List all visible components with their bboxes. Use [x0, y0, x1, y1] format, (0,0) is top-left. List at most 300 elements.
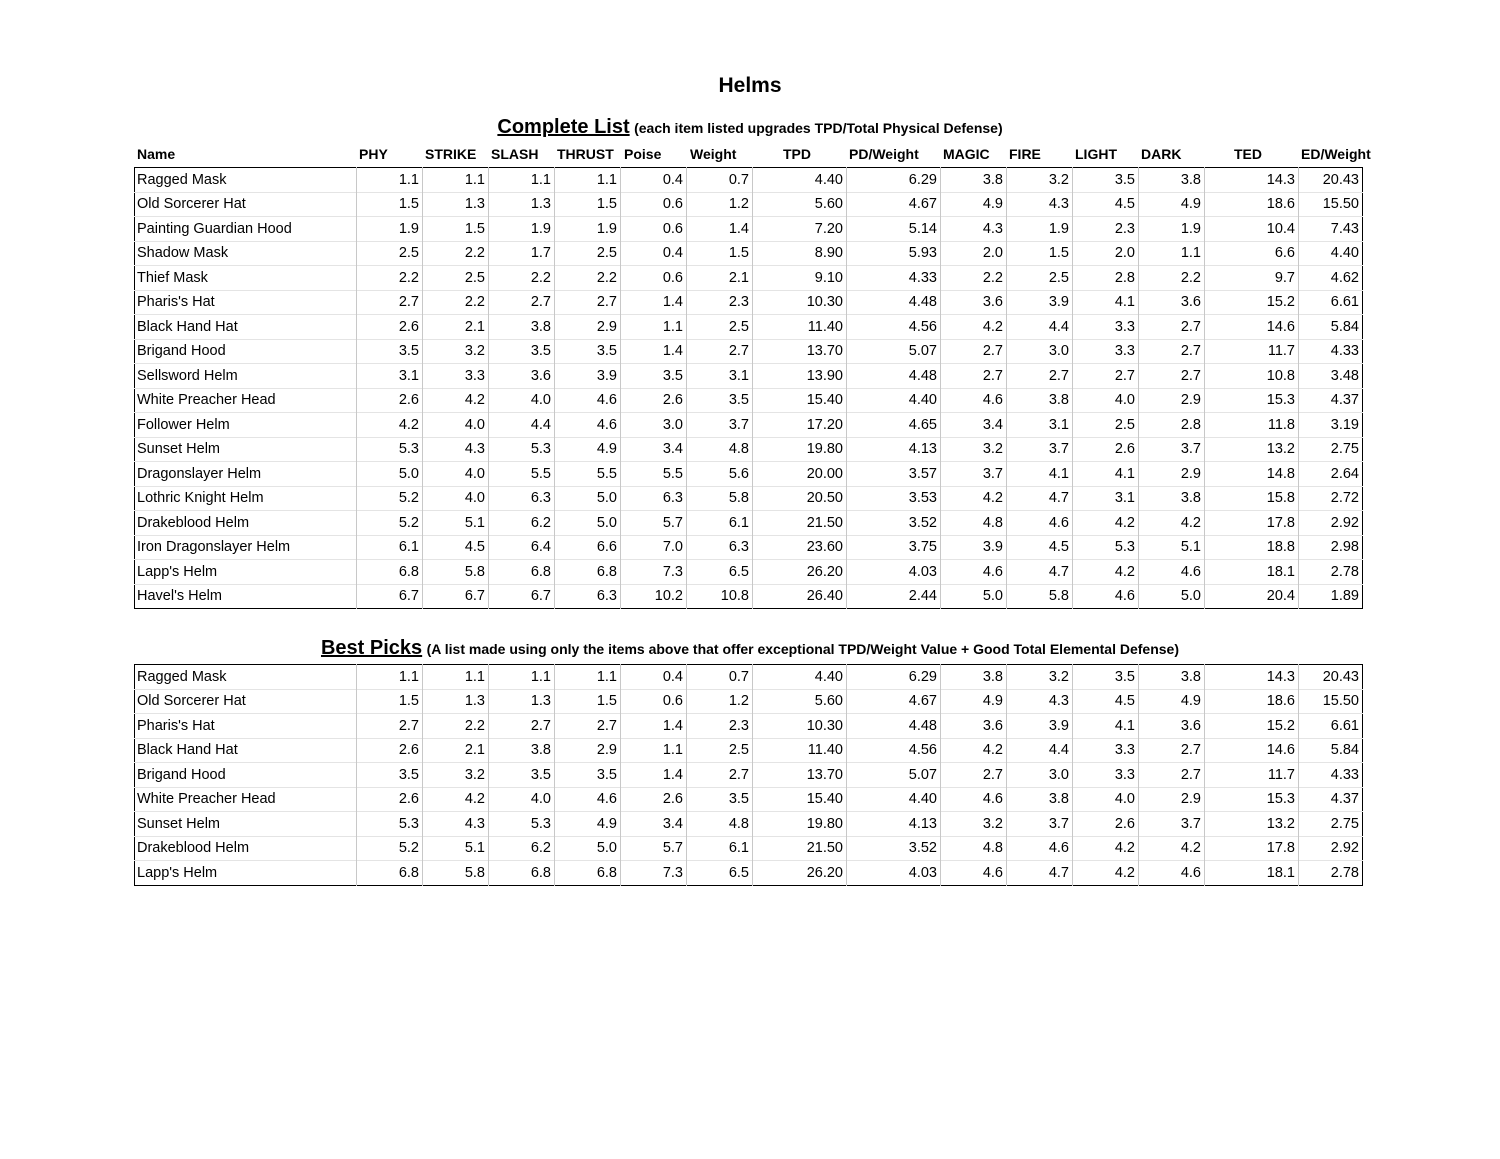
cell-thrust: 6.6	[555, 535, 621, 560]
item-name-cell: Pharis's Hat	[135, 714, 357, 739]
cell-thrust: 4.9	[555, 812, 621, 837]
cell-poise: 0.4	[621, 168, 687, 193]
cell-light: 4.5	[1073, 192, 1139, 217]
cell-poise: 1.1	[621, 315, 687, 340]
cell-pd-weight: 4.65	[847, 413, 941, 438]
cell-ted: 6.6	[1205, 241, 1299, 266]
cell-magic: 4.2	[941, 486, 1007, 511]
cell-tpd: 26.20	[753, 560, 847, 585]
cell-slash: 6.4	[489, 535, 555, 560]
cell-pd-weight: 3.52	[847, 836, 941, 861]
cell-tpd: 5.60	[753, 689, 847, 714]
item-name-cell: Ragged Mask	[137, 171, 227, 188]
cell-phy: 1.5	[357, 689, 423, 714]
cell-light: 4.2	[1073, 560, 1139, 585]
column-header-poise: Poise	[624, 146, 662, 162]
cell-fire: 4.6	[1007, 511, 1073, 536]
cell-tpd: 4.40	[753, 665, 847, 690]
cell-poise: 6.3	[621, 486, 687, 511]
cell-weight: 6.5	[687, 560, 753, 585]
cell-weight: 3.1	[687, 364, 753, 389]
cell-slash: 1.3	[489, 192, 555, 217]
cell-light: 2.6	[1073, 437, 1139, 462]
cell-strike: 1.3	[423, 192, 489, 217]
cell-magic: 4.9	[941, 192, 1007, 217]
cell-phy: 5.3	[357, 812, 423, 837]
cell-tpd: 11.40	[753, 738, 847, 763]
cell-magic: 3.8	[941, 168, 1007, 193]
cell-phy: 4.2	[357, 413, 423, 438]
cell-slash: 3.6	[489, 364, 555, 389]
cell-fire: 4.4	[1007, 315, 1073, 340]
cell-dark: 2.9	[1139, 787, 1205, 812]
cell-tpd: 10.30	[753, 290, 847, 315]
cell-pd-weight: 2.44	[847, 584, 941, 609]
cell-pd-weight: 5.14	[847, 217, 941, 242]
cell-thrust: 2.9	[555, 315, 621, 340]
table-row	[135, 413, 1363, 438]
cell-ed-weight: 4.33	[1299, 763, 1363, 788]
table-row	[135, 388, 1363, 413]
cell-ed-weight: 4.40	[1299, 241, 1363, 266]
table-row	[135, 836, 1363, 861]
cell-strike: 4.0	[423, 486, 489, 511]
cell-ed-weight: 3.48	[1299, 364, 1363, 389]
cell-strike: 2.5	[423, 266, 489, 291]
cell-weight: 0.7	[687, 168, 753, 193]
cell-dark: 2.2	[1139, 266, 1205, 291]
cell-magic: 4.6	[941, 560, 1007, 585]
cell-light: 4.0	[1073, 787, 1139, 812]
cell-phy: 6.7	[357, 584, 423, 609]
cell-tpd: 13.70	[753, 339, 847, 364]
cell-strike: 1.1	[423, 168, 489, 193]
cell-tpd: 21.50	[753, 511, 847, 536]
cell-pd-weight: 4.33	[847, 266, 941, 291]
column-header-light: LIGHT	[1075, 146, 1117, 162]
cell-dark: 2.7	[1139, 339, 1205, 364]
cell-pd-weight: 3.57	[847, 462, 941, 487]
cell-pd-weight: 4.40	[847, 388, 941, 413]
cell-light: 4.1	[1073, 290, 1139, 315]
column-header-name: Name	[137, 146, 176, 162]
item-name-cell: Havel's Helm	[135, 584, 357, 609]
cell-magic: 3.4	[941, 413, 1007, 438]
cell-poise: 1.4	[621, 714, 687, 739]
cell-thrust: 1.9	[555, 217, 621, 242]
cell-magic: 5.0	[941, 584, 1007, 609]
cell-magic: 4.8	[941, 836, 1007, 861]
cell-dark: 3.6	[1139, 714, 1205, 739]
cell-dark: 4.6	[1139, 861, 1205, 886]
cell-strike: 4.0	[423, 413, 489, 438]
cell-thrust: 1.5	[555, 192, 621, 217]
item-name-cell: Brigand Hood	[135, 763, 357, 788]
column-header-weight: Weight	[690, 146, 737, 162]
cell-ted: 14.8	[1205, 462, 1299, 487]
cell-light: 4.6	[1073, 584, 1139, 609]
item-name-cell: Thief Mask	[135, 266, 357, 291]
cell-pd-weight: 4.13	[847, 812, 941, 837]
item-name-cell: White Preacher Head	[135, 388, 357, 413]
cell-tpd: 17.20	[753, 413, 847, 438]
cell-strike: 4.0	[423, 462, 489, 487]
cell-ed-weight: 2.75	[1299, 812, 1363, 837]
cell-fire: 2.7	[1007, 364, 1073, 389]
cell-strike: 4.3	[423, 812, 489, 837]
cell-light: 3.3	[1073, 339, 1139, 364]
cell-poise: 5.7	[621, 836, 687, 861]
column-header-pd-weight: PD/Weight	[849, 146, 919, 162]
cell-ted: 18.1	[1205, 560, 1299, 585]
cell-magic: 4.6	[941, 388, 1007, 413]
best-picks-subtitle: (A list made using only the items above that offer exceptional TPD/Weight Value + Good Total Elemental Defense)	[426, 641, 1179, 657]
cell-light: 4.5	[1073, 689, 1139, 714]
cell-fire: 4.1	[1007, 462, 1073, 487]
cell-light: 4.1	[1073, 462, 1139, 487]
cell-slash: 6.3	[489, 486, 555, 511]
cell-strike: 5.1	[423, 511, 489, 536]
cell-magic: 3.2	[941, 812, 1007, 837]
cell-ted: 15.3	[1205, 787, 1299, 812]
cell-phy: 6.8	[357, 560, 423, 585]
table-row	[135, 339, 1363, 364]
cell-dark: 4.9	[1139, 689, 1205, 714]
table-row	[135, 665, 1363, 690]
cell-ed-weight: 6.61	[1299, 714, 1363, 739]
cell-dark: 3.6	[1139, 290, 1205, 315]
cell-phy: 2.6	[357, 738, 423, 763]
cell-magic: 3.6	[941, 714, 1007, 739]
cell-thrust: 2.2	[555, 266, 621, 291]
cell-weight: 5.8	[687, 486, 753, 511]
cell-ted: 15.2	[1205, 714, 1299, 739]
cell-dark: 5.0	[1139, 584, 1205, 609]
cell-thrust: 6.8	[555, 560, 621, 585]
cell-ted: 10.8	[1205, 364, 1299, 389]
complete-list-heading	[0, 116, 1500, 139]
cell-phy: 1.5	[357, 192, 423, 217]
cell-strike: 4.5	[423, 535, 489, 560]
cell-thrust: 3.5	[555, 339, 621, 364]
cell-fire: 4.3	[1007, 192, 1073, 217]
column-header-slash: SLASH	[491, 146, 539, 162]
cell-phy: 5.2	[357, 486, 423, 511]
table-row	[135, 787, 1363, 812]
cell-phy: 1.9	[357, 217, 423, 242]
complete-list-table	[134, 167, 1363, 609]
cell-fire: 4.7	[1007, 486, 1073, 511]
cell-ted: 20.4	[1205, 584, 1299, 609]
item-name-cell: White Preacher Head	[135, 787, 357, 812]
cell-slash: 3.8	[489, 738, 555, 763]
cell-strike: 1.1	[423, 665, 489, 690]
cell-poise: 5.5	[621, 462, 687, 487]
cell-slash: 1.3	[489, 689, 555, 714]
cell-poise: 0.6	[621, 217, 687, 242]
cell-slash: 4.4	[489, 413, 555, 438]
cell-thrust: 6.8	[555, 861, 621, 886]
cell-thrust: 2.7	[555, 290, 621, 315]
cell-magic: 4.8	[941, 511, 1007, 536]
table-row	[135, 486, 1363, 511]
table-row	[135, 241, 1363, 266]
cell-ted: 11.8	[1205, 413, 1299, 438]
column-header-thrust: THRUST	[557, 146, 614, 162]
cell-fire: 3.1	[1007, 413, 1073, 438]
cell-poise: 2.6	[621, 787, 687, 812]
cell-light: 2.0	[1073, 241, 1139, 266]
cell-weight: 3.5	[687, 388, 753, 413]
cell-weight: 1.5	[687, 241, 753, 266]
cell-phy: 5.0	[357, 462, 423, 487]
cell-thrust: 2.7	[555, 714, 621, 739]
cell-slash: 1.9	[489, 217, 555, 242]
cell-dark: 1.1	[1139, 241, 1205, 266]
cell-strike: 3.2	[423, 339, 489, 364]
cell-ed-weight: 4.62	[1299, 266, 1363, 291]
cell-ed-weight: 1.89	[1299, 584, 1363, 609]
cell-phy: 6.1	[357, 535, 423, 560]
column-header-row	[135, 146, 1385, 166]
cell-ted: 17.8	[1205, 836, 1299, 861]
cell-dark: 3.7	[1139, 437, 1205, 462]
cell-light: 4.2	[1073, 511, 1139, 536]
item-name-cell: Old Sorcerer Hat	[135, 192, 357, 217]
cell-tpd: 15.40	[753, 787, 847, 812]
table-row	[135, 290, 1363, 315]
item-name-cell: Painting Guardian Hood	[135, 217, 357, 242]
cell-poise: 0.4	[621, 241, 687, 266]
cell-magic: 4.3	[941, 217, 1007, 242]
cell-light: 4.1	[1073, 714, 1139, 739]
cell-ted: 9.7	[1205, 266, 1299, 291]
cell-strike: 2.1	[423, 315, 489, 340]
cell-dark: 2.9	[1139, 388, 1205, 413]
cell-ted: 11.7	[1205, 763, 1299, 788]
cell-ted: 15.8	[1205, 486, 1299, 511]
best-picks-heading	[0, 637, 1500, 660]
cell-weight: 10.8	[687, 584, 753, 609]
item-name-cell: Shadow Mask	[135, 241, 357, 266]
cell-dark: 2.7	[1139, 738, 1205, 763]
cell-fire: 3.9	[1007, 290, 1073, 315]
cell-pd-weight: 4.03	[847, 861, 941, 886]
cell-weight: 6.1	[687, 511, 753, 536]
cell-fire: 3.2	[1007, 168, 1073, 193]
cell-phy: 1.1	[357, 665, 423, 690]
cell-ed-weight: 7.43	[1299, 217, 1363, 242]
cell-magic: 3.2	[941, 437, 1007, 462]
complete-list-subtitle: (each item listed upgrades TPD/Total Physical Defense)	[634, 120, 1003, 136]
cell-slash: 1.1	[489, 168, 555, 193]
cell-poise: 1.1	[621, 738, 687, 763]
cell-dark: 2.9	[1139, 462, 1205, 487]
cell-fire: 3.8	[1007, 787, 1073, 812]
cell-poise: 5.7	[621, 511, 687, 536]
cell-ed-weight: 2.92	[1299, 511, 1363, 536]
cell-pd-weight: 3.53	[847, 486, 941, 511]
cell-strike: 4.3	[423, 437, 489, 462]
cell-slash: 3.5	[489, 339, 555, 364]
cell-strike: 2.2	[423, 290, 489, 315]
cell-dark: 3.8	[1139, 665, 1205, 690]
cell-magic: 4.6	[941, 861, 1007, 886]
cell-magic: 4.9	[941, 689, 1007, 714]
cell-tpd: 23.60	[753, 535, 847, 560]
cell-phy: 2.6	[357, 315, 423, 340]
cell-slash: 3.5	[489, 763, 555, 788]
cell-pd-weight: 6.29	[847, 665, 941, 690]
cell-weight: 4.8	[687, 812, 753, 837]
cell-ted: 18.6	[1205, 192, 1299, 217]
cell-thrust: 6.3	[555, 584, 621, 609]
cell-poise: 7.3	[621, 861, 687, 886]
cell-dark: 3.8	[1139, 168, 1205, 193]
cell-dark: 2.7	[1139, 763, 1205, 788]
cell-magic: 4.2	[941, 738, 1007, 763]
cell-strike: 1.3	[423, 689, 489, 714]
cell-pd-weight: 5.93	[847, 241, 941, 266]
cell-weight: 0.7	[687, 665, 753, 690]
item-name-cell: Pharis's Hat	[135, 290, 357, 315]
cell-tpd: 21.50	[753, 836, 847, 861]
cell-pd-weight: 4.48	[847, 290, 941, 315]
cell-strike: 2.2	[423, 714, 489, 739]
cell-ed-weight: 2.64	[1299, 462, 1363, 487]
cell-tpd: 20.50	[753, 486, 847, 511]
cell-slash: 6.8	[489, 861, 555, 886]
cell-phy: 2.5	[357, 241, 423, 266]
cell-pd-weight: 4.03	[847, 560, 941, 585]
cell-slash: 3.8	[489, 315, 555, 340]
cell-tpd: 7.20	[753, 217, 847, 242]
cell-light: 3.5	[1073, 168, 1139, 193]
cell-fire: 3.7	[1007, 437, 1073, 462]
cell-weight: 2.5	[687, 315, 753, 340]
cell-ed-weight: 6.61	[1299, 290, 1363, 315]
item-name-cell: Lothric Knight Helm	[135, 486, 357, 511]
cell-ted: 11.7	[1205, 339, 1299, 364]
cell-pd-weight: 5.07	[847, 339, 941, 364]
cell-phy: 2.7	[357, 714, 423, 739]
cell-magic: 3.6	[941, 290, 1007, 315]
cell-ed-weight: 15.50	[1299, 689, 1363, 714]
cell-weight: 5.6	[687, 462, 753, 487]
cell-phy: 1.1	[357, 168, 423, 193]
table-row	[135, 437, 1363, 462]
table-row	[135, 462, 1363, 487]
cell-strike: 6.7	[423, 584, 489, 609]
cell-poise: 7.0	[621, 535, 687, 560]
cell-fire: 2.5	[1007, 266, 1073, 291]
cell-phy: 6.8	[357, 861, 423, 886]
cell-ed-weight: 2.78	[1299, 861, 1363, 886]
item-name-cell: Lapp's Helm	[135, 861, 357, 886]
cell-weight: 2.3	[687, 714, 753, 739]
cell-pd-weight: 6.29	[847, 168, 941, 193]
page-title: Helms	[718, 74, 782, 97]
item-name-cell: Drakeblood Helm	[135, 836, 357, 861]
table-row	[135, 812, 1363, 837]
cell-weight: 6.5	[687, 861, 753, 886]
cell-tpd: 13.70	[753, 763, 847, 788]
cell-thrust: 1.1	[555, 665, 621, 690]
cell-ed-weight: 3.19	[1299, 413, 1363, 438]
cell-magic: 3.7	[941, 462, 1007, 487]
cell-thrust: 1.1	[555, 168, 621, 193]
cell-slash: 6.8	[489, 560, 555, 585]
table-row	[135, 266, 1363, 291]
cell-ed-weight: 15.50	[1299, 192, 1363, 217]
cell-pd-weight: 5.07	[847, 763, 941, 788]
cell-light: 5.3	[1073, 535, 1139, 560]
cell-light: 3.3	[1073, 738, 1139, 763]
item-name-cell: Sellsword Helm	[135, 364, 357, 389]
cell-ed-weight: 4.33	[1299, 339, 1363, 364]
cell-pd-weight: 4.40	[847, 787, 941, 812]
cell-ed-weight: 4.37	[1299, 388, 1363, 413]
cell-fire: 4.4	[1007, 738, 1073, 763]
cell-dark: 4.2	[1139, 836, 1205, 861]
column-header-magic: MAGIC	[943, 146, 990, 162]
cell-weight: 2.3	[687, 290, 753, 315]
cell-poise: 3.0	[621, 413, 687, 438]
cell-fire: 3.9	[1007, 714, 1073, 739]
cell-light: 3.3	[1073, 763, 1139, 788]
cell-ted: 13.2	[1205, 812, 1299, 837]
cell-thrust: 4.9	[555, 437, 621, 462]
cell-strike: 4.2	[423, 787, 489, 812]
cell-phy: 5.2	[357, 836, 423, 861]
cell-ed-weight: 2.72	[1299, 486, 1363, 511]
cell-thrust: 3.5	[555, 763, 621, 788]
cell-weight: 1.2	[687, 192, 753, 217]
column-header-strike: STRIKE	[425, 146, 477, 162]
cell-tpd: 13.90	[753, 364, 847, 389]
cell-tpd: 26.40	[753, 584, 847, 609]
cell-pd-weight: 4.56	[847, 738, 941, 763]
item-name-cell: Brigand Hood	[135, 339, 357, 364]
cell-fire: 4.6	[1007, 836, 1073, 861]
cell-pd-weight: 4.13	[847, 437, 941, 462]
cell-tpd: 4.40	[753, 168, 847, 193]
cell-dark: 2.8	[1139, 413, 1205, 438]
cell-dark: 4.2	[1139, 511, 1205, 536]
cell-strike: 4.2	[423, 388, 489, 413]
cell-phy: 5.3	[357, 437, 423, 462]
cell-fire: 5.8	[1007, 584, 1073, 609]
cell-fire: 3.8	[1007, 388, 1073, 413]
cell-slash: 4.0	[489, 388, 555, 413]
column-header-fire: FIRE	[1009, 146, 1041, 162]
table-row	[135, 738, 1363, 763]
cell-pd-weight: 4.67	[847, 192, 941, 217]
cell-tpd: 10.30	[753, 714, 847, 739]
cell-magic: 2.7	[941, 364, 1007, 389]
cell-strike: 3.3	[423, 364, 489, 389]
complete-list-title: Complete List	[497, 116, 630, 138]
cell-weight: 2.7	[687, 763, 753, 788]
cell-light: 3.5	[1073, 665, 1139, 690]
cell-fire: 1.5	[1007, 241, 1073, 266]
column-header-tpd: TPD	[783, 146, 811, 162]
cell-slash: 1.7	[489, 241, 555, 266]
cell-poise: 1.4	[621, 339, 687, 364]
cell-fire: 3.0	[1007, 339, 1073, 364]
cell-ed-weight: 2.78	[1299, 560, 1363, 585]
cell-light: 3.3	[1073, 315, 1139, 340]
